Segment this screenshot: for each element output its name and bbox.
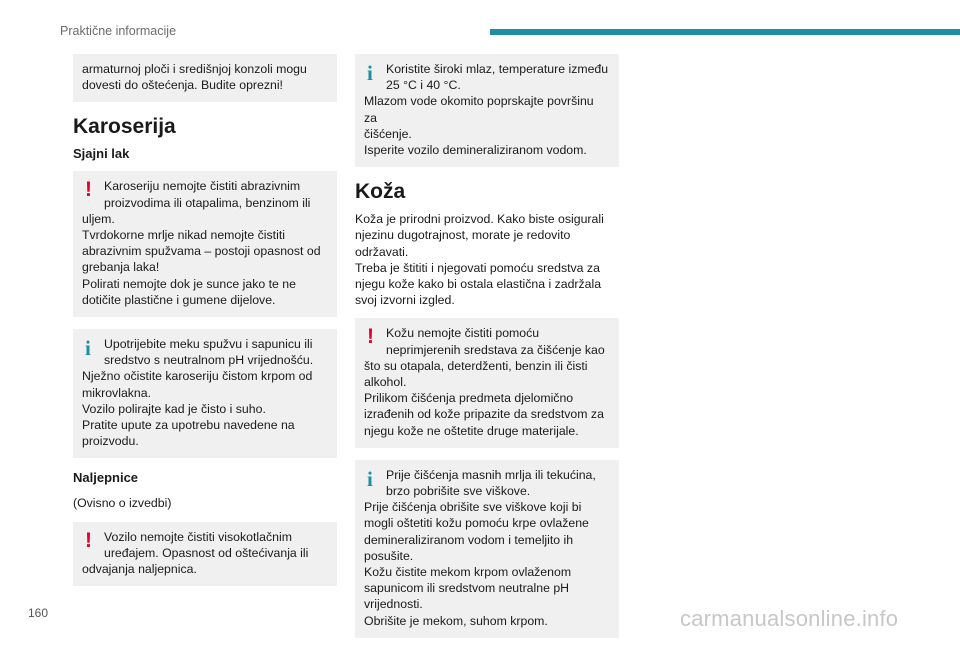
text-line: dotičite plastične i gumene dijelove. (82, 292, 276, 307)
section-title-karoserija: Karoserija (73, 115, 176, 139)
warning-box (73, 171, 337, 317)
leather-intro-paragraph (355, 211, 619, 308)
text-line: mikrovlakna. (82, 385, 152, 400)
text-line: njezinu dugotrajnost, morate je redovito (355, 228, 571, 243)
text-line: Prije čišćenja masnih mrlja ili tekućina, (386, 467, 596, 482)
running-header: Praktične informacije (60, 24, 177, 38)
text-line: Koristite široki mlaz, temperature između (386, 62, 609, 76)
text-line: svoj izvorni izgled. (355, 293, 455, 308)
text-line: proizvodu. (82, 434, 139, 449)
text-line: posušite. (364, 548, 414, 563)
warning-icon: ! (85, 528, 92, 552)
text-line: sredstvo s neutralnom pH vrijednošću. (104, 353, 314, 368)
intro-box (73, 54, 337, 102)
header-accent-bar (490, 29, 960, 35)
text-line: Vozilo polirajte kad je čisto i suho. (82, 401, 266, 416)
text-line: proizvodima ili otapalima, benzinom ili (104, 195, 311, 210)
variant-note: (Ovisno o izvedbi) (73, 496, 172, 511)
text-line: vrijednosti. (364, 597, 423, 612)
text-line: čišćenje. (364, 126, 412, 141)
warning-box (73, 522, 337, 587)
text-line: demineraliziranom vodom i temeljito ih (364, 532, 574, 547)
text-line: njegu kože ne oštetite druge materijale. (364, 423, 579, 438)
text-line: Kožu nemojte čistiti pomoću (386, 326, 540, 341)
text-line: održavati. (355, 244, 409, 259)
text-line: Pratite upute za upotrebu navedene na (82, 418, 295, 433)
subheading-naljepnice: Naljepnice (73, 470, 139, 486)
text-line: što su otapala, deterdženti, benzin ili čisti (364, 358, 588, 373)
text-line: neprimjerenih sredstava za čišćenje kao (386, 342, 605, 357)
text-line: Vozilo nemojte čistiti visokotlačnim (104, 529, 292, 544)
text-line: uljem. (82, 211, 115, 226)
info-box (355, 54, 619, 167)
text-line: abrazivnim spužvama – postoji opasnost od (82, 244, 321, 259)
text-line: Prije čišćenja obrišite sve viškove koji bi (364, 500, 582, 515)
text-line: Upotrijebite meku spužvu i sapunicu ili (104, 337, 313, 352)
text-line: Karoseriju nemojte čistiti abrazivnim (104, 179, 301, 194)
text-line: Obrišite je mekom, suhom krpom. (364, 613, 548, 628)
text-line: Prilikom čišćenja predmeta djelomično (364, 391, 574, 406)
text-line: Nježno očistite karoseriju čistom krpom od (82, 369, 313, 384)
warning-box (355, 318, 619, 447)
text-line: dovesti do oštećenja. Budite oprezni! (82, 78, 283, 93)
left-column (73, 54, 337, 598)
text-line: uređajem. Opasnost od oštećivanja ili (104, 545, 309, 560)
info-icon: i (85, 336, 91, 361)
text-line: alkohol. (364, 375, 407, 390)
right-column (355, 54, 619, 650)
text-line: brzo pobrišite sve viškove. (386, 484, 531, 499)
text-line: Mlazom vode okomito poprskajte površinu za (364, 94, 594, 125)
info-box (355, 460, 619, 638)
watermark: carmanualsonline.info (680, 606, 899, 631)
text-line: mogli oštetiti kožu pomoću krpe ovlažene (364, 516, 589, 531)
subheading-sjajni-lak: Sjajni lak (73, 146, 130, 162)
text-line: Tvrdokorne mrlje nikad nemojte čistiti (82, 228, 285, 243)
text-line: njegu kože kako bi ostala elastična i zadržala (355, 277, 602, 292)
text-line: odvajanja naljepnica. (82, 562, 197, 577)
info-box (73, 329, 337, 458)
text-line: izrađenih od kože pripazite da sredstvom za (364, 407, 604, 422)
text-line: Kožu čistite mekom krpom ovlaženom (364, 565, 572, 580)
section-title-koza: Koža (355, 180, 406, 204)
text-line: Polirati nemojte dok je sunce jako te ne (82, 276, 296, 291)
warning-icon: ! (367, 325, 374, 349)
page-number: 160 (28, 606, 49, 620)
text-line: Treba je štititi i njegovati pomoću sredstva za (355, 260, 600, 275)
text-line: sapunicom ili sredstvom neutralne pH (364, 581, 570, 596)
info-icon: i (367, 61, 373, 85)
text-line: 25 °C i 40 °C. (386, 78, 461, 93)
info-icon: i (367, 466, 373, 491)
text-line: Isperite vozilo demineraliziranom vodom. (364, 143, 587, 158)
text-line: grebanja laka! (82, 260, 160, 275)
text-line: armaturnoj ploči i središnjoj konzoli mogu (82, 62, 307, 76)
warning-icon: ! (85, 178, 92, 202)
text-line: Koža je prirodni proizvod. Kako biste osigurali (355, 212, 604, 227)
